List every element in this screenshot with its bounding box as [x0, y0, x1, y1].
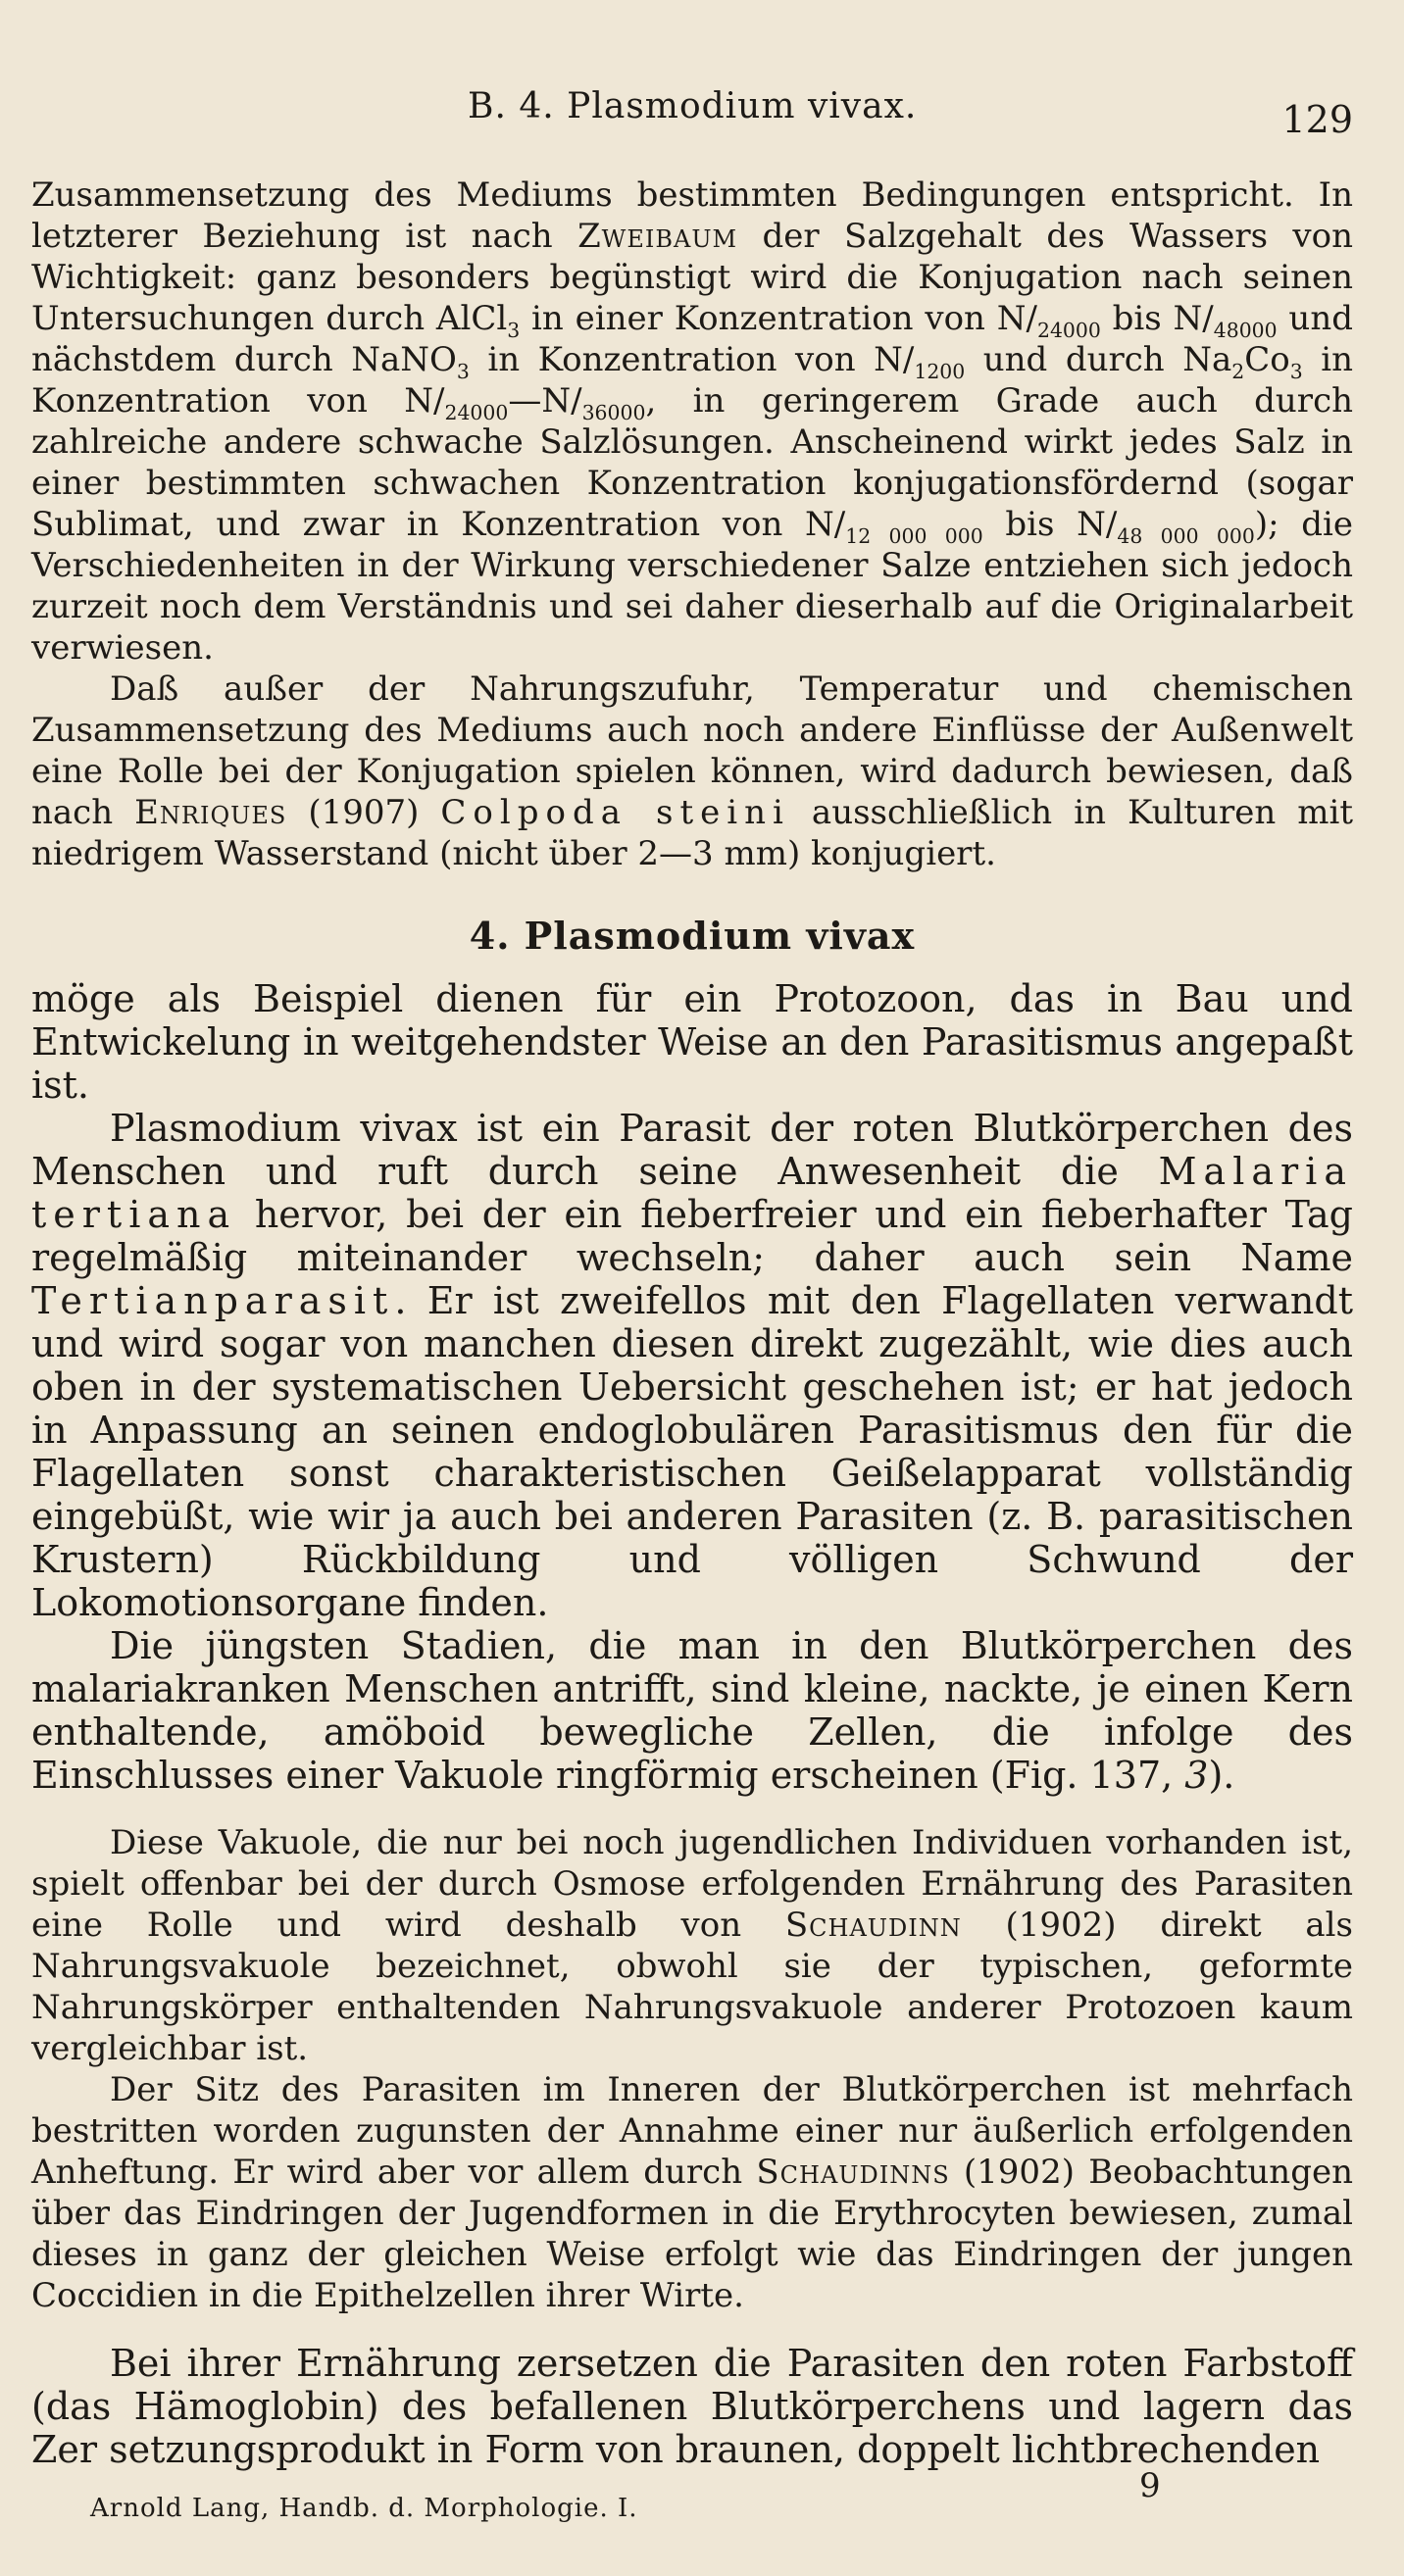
author-enriques: Enriques — [134, 793, 287, 832]
block-gap — [31, 2316, 1353, 2342]
paragraph-2: Daß außer der Nahrungszufuhr, Temperatur und chemischen Zusammensetzung des Mediums auch noch andere Einflüsse der Außenwelt eine Rolle bei der Konjugation spielen können, wird dadurch bewiesen, daß nach Enriques (1907) Colpoda steini ausschließlich in Kulturen mit niedrigem Wasserstand (nicht über 2—3 mm) konjugiert. — [31, 669, 1353, 873]
signature-mark: 9 — [1139, 2466, 1161, 2505]
running-header — [31, 86, 1353, 145]
paragraph-4: Plasmodium vivax ist ein Parasit der roten Blutkörperchen des Menschen und ruft durch seine Anwesenheit die Malaria tertiana hervor, bei der ein fieberfreier und ein fieberhafter Tag regelmäßig miteinander wechseln; daher auch sein Name Tertianparasit. Er ist zweifellos mit den Flagellaten verwandt und wird sogar von manchen diesen direkt zugezählt, wie dies auch oben in der systematischen Uebersicht geschehen ist; er hat jedoch in Anpassung an seinen endoglobulären Parasitismus den für die Flagellaten sonst charakteristischen Geißelapparat vollständig eingebüßt, wie wir ja auch bei anderen Parasiten (z. B. parasitischen Krustern) Rückbildung und völligen Schwund der Lokomotionsorgane finden. — [31, 1107, 1353, 1624]
figure-reference: 3 — [1184, 1754, 1209, 1797]
running-title: B. 4. Plasmodium vivax. — [468, 86, 918, 126]
small-print-block-2 — [31, 1822, 1353, 2316]
book-page — [31, 0, 1353, 2576]
large-print-block-2 — [31, 2342, 1353, 2471]
footer-source: Arnold Lang, Handb. d. Morphologie. I. — [90, 2494, 638, 2523]
term-tertianparasit: Tertianparasit — [31, 1279, 395, 1322]
paragraph-8: Bei ihrer Ernährung zersetzen die Parasiten den roten Farbstoff (das Hämoglobin) des befallenen Blutkörperchens und lagern das Zer setzungsprodukt in Form von braunen, doppelt lichtbrechenden — [31, 2342, 1353, 2471]
paragraph-5: Die jüngsten Stadien, die man in den Blutkörperchen des malariakranken Menschen antrifft, sind kleine, nackte, je einen Kern enthaltende, amöboid bewegliche Zellen, die infolge des Einschlusses einer Vakuole ringförmig erscheinen (Fig. 137, 3). — [31, 1624, 1353, 1797]
author-schaudinns: Schaudinns — [756, 2153, 950, 2192]
page-footer — [31, 2466, 1353, 2531]
author-schaudinn: Schaudinn — [784, 1906, 962, 1945]
term-malaria-tertiana: Malaria tertiana — [31, 1150, 1353, 1236]
paragraph-6: Diese Vakuole, die nur bei noch jugendlichen Individuen vorhanden ist, spielt offenbar bei der durch Osmose erfolgenden Ernährung des Parasiten eine Rolle und wird deshalb von Schaudinn (1902) direkt als Nahrungsvakuole bezeichnet, obwohl sie der typischen, geformte Nahrungskörper enthaltenden Nahrungsvakuole anderer Protozoen kaum vergleichbar ist. — [31, 1823, 1353, 2068]
paragraph-7: Der Sitz des Parasiten im Inneren der Blutkörperchen ist mehrfach bestritten worden zugunsten der Annahme einer nur äußerlich erfolgenden Anheftung. Er wird aber vor allem durch Schaudinns (1902) Beobachtungen über das Eindringen der Jugendformen in die Erythrocyten bewiesen, zumal dieses in ganz der gleichen Weise erfolgt wie das Eindringen der jungen Coccidien in die Epithelzellen ihrer Wirte. — [31, 2070, 1353, 2315]
paragraph-1: Zusammensetzung des Mediums bestimmten Bedingungen entspricht. In letzterer Beziehung ist nach Zweibaum der Salzgehalt des Wassers von Wichtigkeit: ganz besonders begünstigt wird die Konjugation nach seinen Untersuchungen durch AlCl$_3$ in einer Konzentration von $N/_{24000}$ bis $N/_{48000}$ und nächstdem durch NaNO$_3$ in Konzentration von $N/_{1200}$ und durch $Na_2Co_3$ in Konzentration von $N/_{24000}—N/_{36000}$, in geringerem Grade auch durch zahlreiche andere schwache Salzlösungen. Anscheinend wirkt jedes Salz in einer bestimmten schwachen Konzentration konjugationsfördernd (sogar Sublimat, und zwar in Konzentration von $N/_{12 000 000}$ bis $N/_{48 000 000}$); die Verschiedenheiten in der Wirkung verschiedener Salze entziehen sich jedoch zurzeit noch dem Verständnis und sei daher dieserhalb auf die Originalarbeit verwiesen. — [31, 175, 1354, 668]
paragraph-3: möge als Beispiel dienen für ein Protozoon, das in Bau und Entwickelung in weitgehendster Weise an den Parasitismus angepaßt ist. — [31, 977, 1353, 1107]
large-print-block — [31, 977, 1353, 1797]
species-colpoda: Colpoda steini — [440, 793, 790, 832]
author-zweibaum: Zweibaum — [577, 217, 738, 256]
section-heading: 4. Plasmodium vivax — [469, 914, 916, 958]
page-number: 129 — [1281, 98, 1353, 141]
page-body — [31, 174, 1353, 2471]
block-gap — [31, 1797, 1353, 1822]
small-print-block-1 — [31, 174, 1353, 874]
